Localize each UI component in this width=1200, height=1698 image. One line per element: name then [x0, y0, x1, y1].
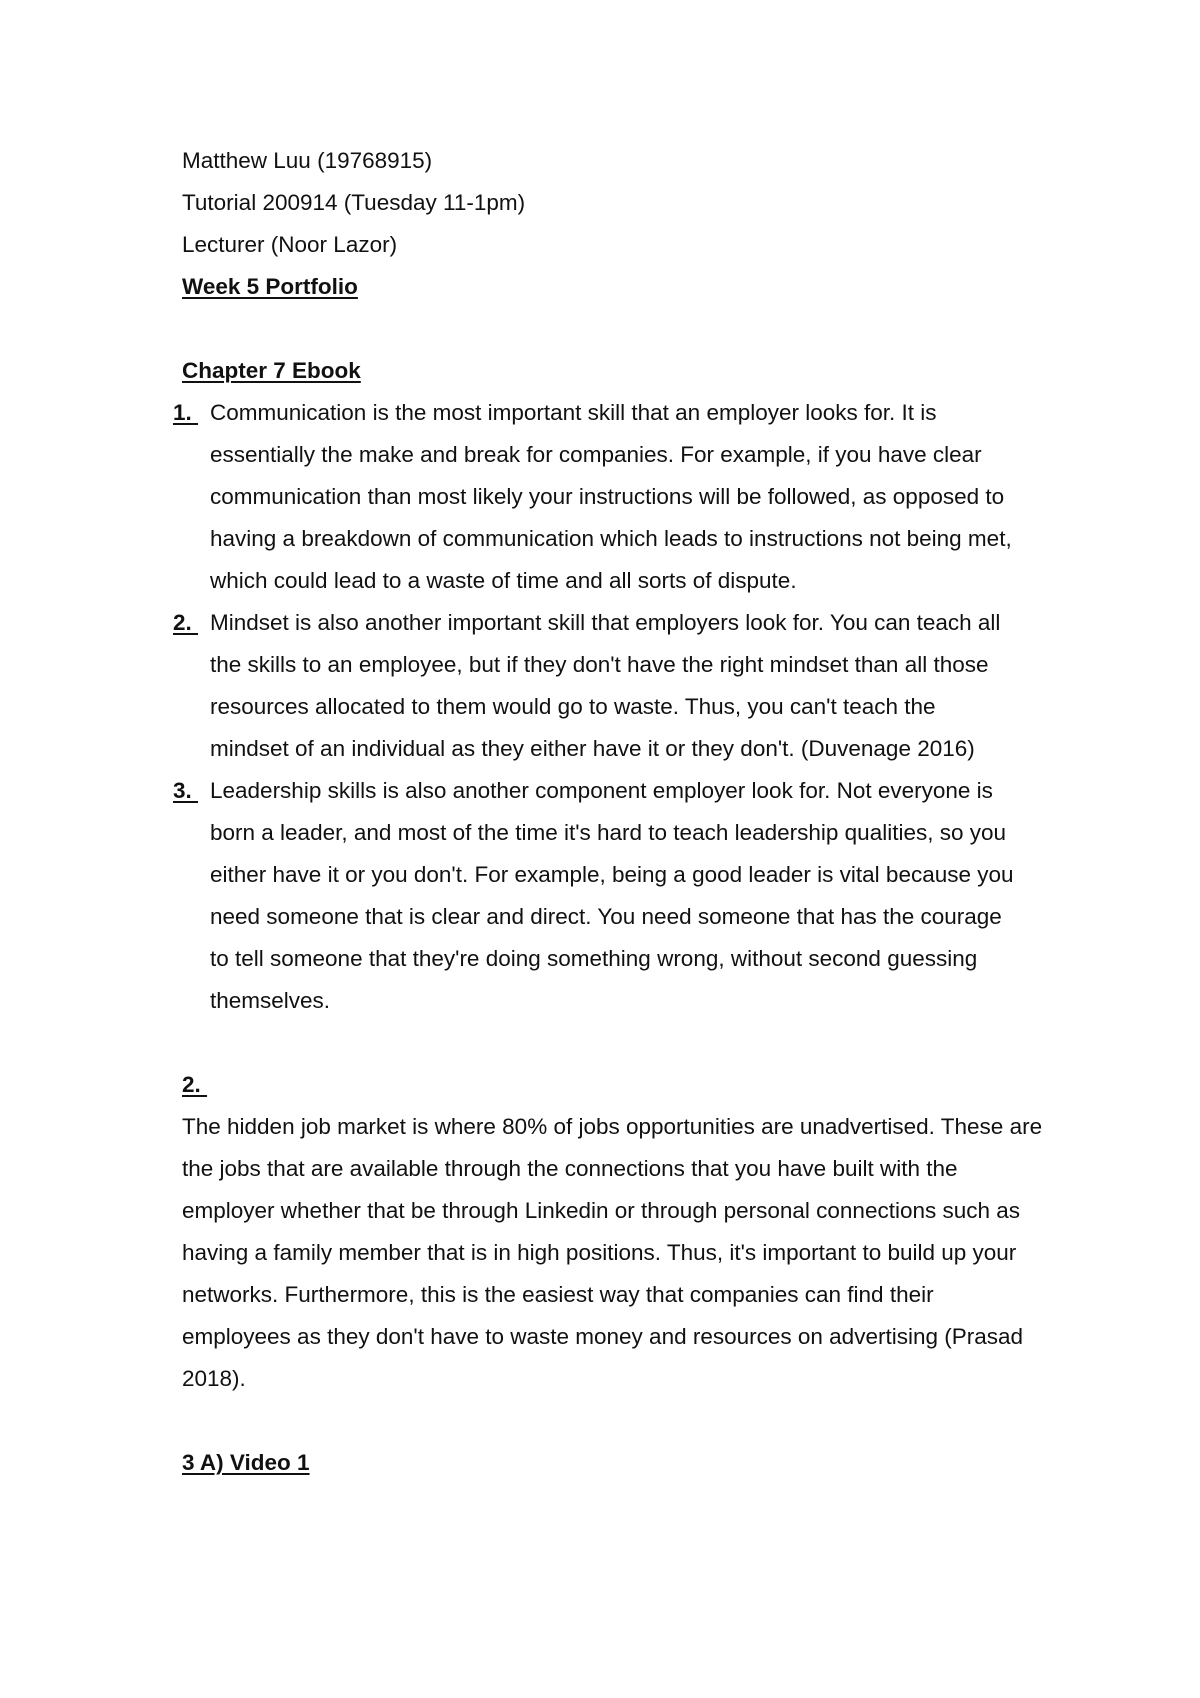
chapter-7-answer-list — [173, 392, 1018, 1022]
list-item — [173, 602, 1018, 770]
chapter-7-heading: Chapter 7 Ebook — [182, 358, 361, 383]
list-item-number: 2. — [173, 610, 199, 635]
document-body — [173, 140, 1062, 1484]
student-name-line: Matthew Luu (19768915) — [182, 148, 433, 173]
list-item — [173, 770, 1018, 1022]
blank-line — [182, 1022, 1062, 1064]
blank-line — [182, 1400, 1062, 1442]
list-item-text: Mindset is also another important skill that employers look for. You can teach all the skills to an employee, but if they don't have the right mindset than all those resources allocated to them would go to waste. Thus, you can't teach the mindset of an individual as they either have it or they don't. (Duvenage 2016) — [210, 610, 1001, 761]
list-item-text: Communication is the most important skill that an employer looks for. It is essentially the make and break for companies. For example, if you have clear communication than most likely your instructions will be followed, as opposed to having a breakdown of communication which leads to instructions not being met, which could lead to a waste of time and all sorts of dispute. — [210, 400, 1012, 593]
section-3-heading: 3 A) Video 1 — [182, 1450, 310, 1475]
blank-line — [182, 308, 1062, 350]
list-item-number: 1. — [173, 400, 199, 425]
list-item-text: Leadership skills is also another component employer look for. Not everyone is born a leader, and most of the time it's hard to teach leadership qualities, so you either have it or you don't. For example, being a good leader is vital because you need someone that is clear and direct. You need someone that has the courage to tell someone that they're doing something wrong, without second guessing themselves. — [210, 778, 1014, 1013]
section-2-heading: 2. — [182, 1072, 208, 1097]
lecturer-line: Lecturer (Noor Lazor) — [182, 232, 398, 257]
list-item-number: 3. — [173, 778, 199, 803]
list-item — [173, 392, 1018, 602]
portfolio-title: Week 5 Portfolio — [182, 274, 358, 299]
tutorial-line: Tutorial 200914 (Tuesday 11-1pm) — [182, 190, 526, 215]
hidden-job-market-paragraph: The hidden job market is where 80% of jobs opportunities are unadvertised. These are the jobs that are available through the connections that you have built with the employer whether that be through Linkedin or through personal connections such as having a family member that is in high positions. Thus, it's important to build up your networks. Furthermore, this is the easiest way that companies can find their employees as they don't have to waste money and resources on advertising (Prasad 2018). — [182, 1114, 1043, 1391]
